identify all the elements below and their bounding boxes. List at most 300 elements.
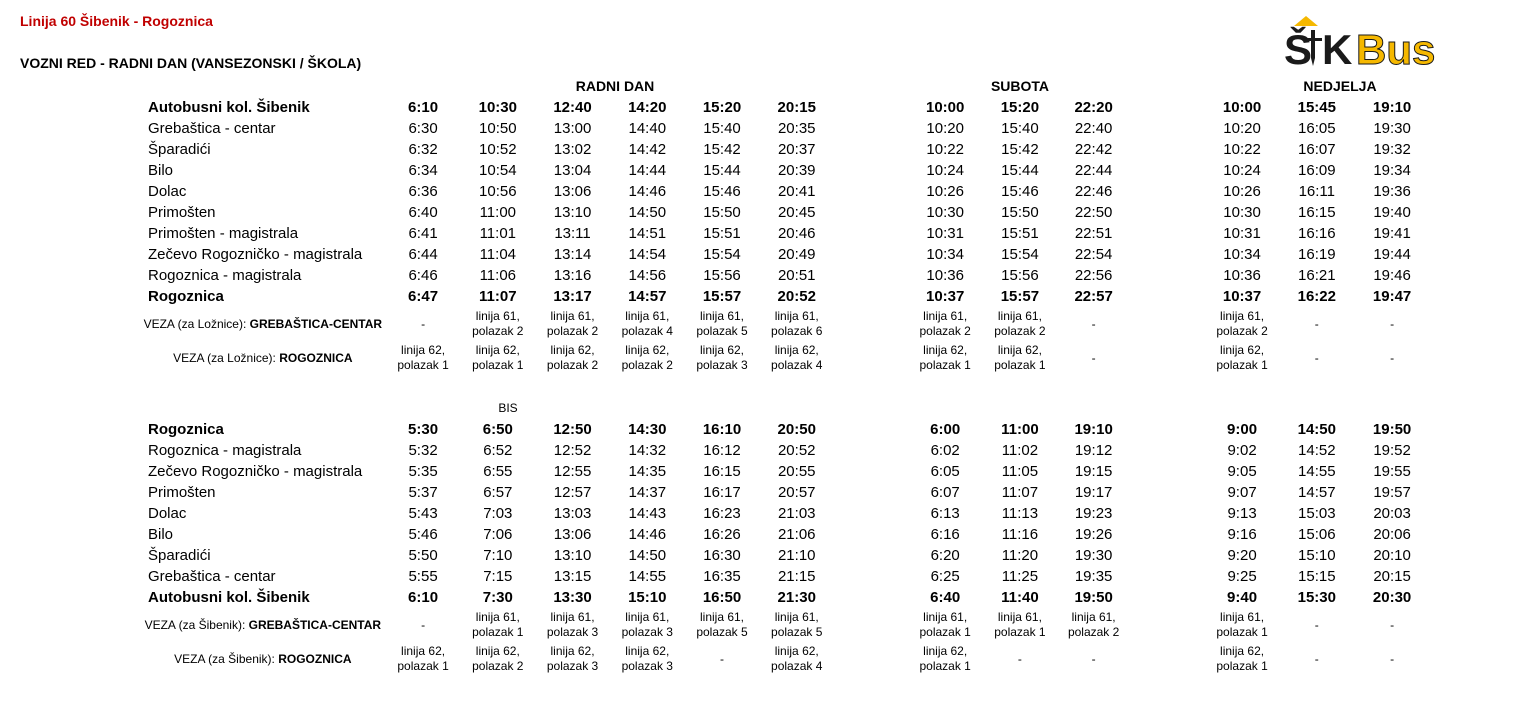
departure-time: 21:03	[777, 505, 816, 522]
bis-note: BIS	[498, 401, 518, 415]
departure-time: 20:52	[777, 288, 816, 305]
connection-line: linija 61,	[997, 309, 1042, 323]
departure-time: 16:12	[703, 442, 741, 459]
connection-line: -	[1091, 316, 1096, 331]
connection-departure: polazak 3	[546, 625, 599, 639]
connection-cell	[983, 642, 1058, 676]
spacer-cell	[1130, 419, 1205, 440]
departure-time: 6:16	[930, 526, 960, 543]
connection-cell	[1279, 608, 1354, 642]
spacer-cell	[1130, 545, 1205, 566]
spacer-cell	[1130, 566, 1205, 587]
departure-time: 11:40	[1001, 589, 1039, 606]
departure-time: 12:40	[553, 99, 592, 116]
spacer-cell	[1130, 341, 1205, 375]
connection-departure: polazak 5	[696, 625, 748, 639]
departure-time: 11:20	[1001, 547, 1039, 564]
connection-line: -	[1314, 316, 1319, 331]
connection-departure: polazak 5	[771, 625, 823, 639]
departure-time: 10:26	[1223, 183, 1261, 200]
timetable-row	[140, 244, 1430, 265]
connection-line: -	[1017, 651, 1022, 666]
departure-time: 14:50	[628, 547, 667, 564]
spacer-cell	[1130, 307, 1205, 341]
connection-line: linija 62,	[401, 644, 446, 658]
departure-time: 14:55	[628, 568, 667, 585]
departure-time: 15:46	[703, 183, 741, 200]
connection-line: linija 61,	[1220, 309, 1265, 323]
departure-time: 11:00	[479, 204, 517, 221]
spacer-cell	[1130, 286, 1205, 307]
departure-time: 16:22	[1297, 288, 1336, 305]
connection-place: GREBAŠTICA-CENTAR	[249, 316, 383, 331]
departure-time: 19:41	[1373, 225, 1411, 242]
departure-time: 13:30	[553, 589, 592, 606]
connection-departure: polazak 1	[472, 625, 524, 639]
departure-time: 14:37	[628, 484, 667, 501]
spacer-cell	[1130, 482, 1205, 503]
departure-time: 16:30	[703, 547, 741, 564]
stop-name: Zečevo Rogozničko - magistrala	[148, 463, 363, 480]
stop-name: Rogoznica	[148, 421, 224, 438]
departure-time: 19:12	[1074, 442, 1113, 459]
connection-line: linija 62,	[550, 644, 595, 658]
departure-time: 19:40	[1373, 204, 1411, 221]
departure-time: 9:13	[1227, 505, 1257, 522]
departure-time: 12:50	[553, 421, 592, 438]
departure-time: 11:13	[1001, 505, 1039, 522]
connection-line: -	[1390, 316, 1395, 331]
departure-time: 9:05	[1227, 463, 1257, 480]
departure-time: 13:06	[553, 183, 592, 200]
departure-time: 22:42	[1074, 141, 1113, 158]
departure-time: 16:15	[703, 463, 741, 480]
spacer-cell	[1130, 160, 1205, 181]
connection-line: linija 62,	[699, 343, 745, 357]
connection-cell	[1279, 341, 1354, 375]
page-title: Linija 60 Šibenik - Rogoznica	[20, 13, 213, 29]
group-header-nedjelja: NEDJELJA	[1303, 78, 1377, 94]
timetable-row	[140, 118, 1430, 139]
departure-time: 10:50	[479, 120, 517, 137]
connection-line: -	[1314, 651, 1319, 666]
connection-departure: polazak 6	[771, 324, 823, 338]
connection-cell	[610, 608, 685, 642]
timetable-row	[140, 223, 1430, 244]
spacer-cell	[834, 587, 908, 608]
connection-departure: polazak 4	[771, 659, 823, 673]
departure-time: 20:52	[777, 442, 816, 459]
departure-time: 10:30	[926, 204, 964, 221]
connection-departure: polazak 1	[1216, 625, 1268, 639]
timetable-row	[140, 587, 1430, 608]
departure-time: 20:50	[777, 421, 816, 438]
departure-time: 19:50	[1372, 421, 1412, 438]
departure-time: 6:50	[482, 421, 513, 438]
departure-time: 10:54	[479, 162, 517, 179]
connection-line: linija 62,	[401, 343, 446, 357]
spacer-cell	[834, 461, 908, 482]
departure-time: 5:55	[408, 568, 438, 585]
spacer-cell	[1130, 587, 1205, 608]
departure-time: 21:30	[777, 589, 816, 606]
departure-time: 14:42	[628, 141, 667, 158]
departure-time: 13:06	[553, 526, 592, 543]
connection-departure: polazak 1	[472, 358, 524, 372]
departure-time: 19:26	[1074, 526, 1113, 543]
departure-time: 16:11	[1298, 183, 1336, 200]
connection-line: linija 61,	[475, 610, 520, 624]
departure-time: 6:36	[408, 183, 438, 200]
departure-time: 10:00	[925, 99, 965, 116]
departure-time: 14:44	[628, 162, 667, 179]
departure-time: 10:52	[479, 141, 517, 158]
connection-line: linija 61,	[475, 309, 520, 323]
connection-line: linija 61,	[923, 309, 968, 323]
departure-time: 7:03	[483, 505, 513, 522]
spacer-cell	[834, 440, 908, 461]
departure-time: 9:07	[1227, 484, 1257, 501]
departure-time: 15:57	[702, 288, 742, 305]
connection-cell	[685, 341, 760, 375]
spacer-cell	[834, 160, 908, 181]
connection-line: linija 62,	[923, 644, 968, 658]
spacer-cell	[834, 97, 908, 118]
departure-time: 22:56	[1074, 267, 1113, 284]
connection-row	[140, 608, 1430, 642]
connection-line: -	[1091, 651, 1096, 666]
departure-time: 14:56	[628, 267, 667, 284]
connection-cell	[759, 307, 834, 341]
spacer-cell	[1130, 461, 1205, 482]
departure-time: 6:20	[930, 547, 960, 564]
spacer-cell	[834, 503, 908, 524]
departure-time: 20:15	[1373, 568, 1411, 585]
connection-departure: polazak 2	[919, 324, 971, 338]
departure-time: 15:42	[703, 141, 741, 158]
spacer-cell	[834, 265, 908, 286]
stop-name: Bilo	[148, 162, 174, 179]
connection-line: -	[1390, 651, 1395, 666]
departure-time: 6:02	[930, 442, 960, 459]
timetable-row	[140, 566, 1430, 587]
departure-time: 22:40	[1074, 120, 1113, 137]
connection-departure: polazak 1	[397, 358, 449, 372]
departure-time: 10:00	[1222, 99, 1262, 116]
timetable-row	[140, 181, 1430, 202]
departure-time: 15:54	[1001, 246, 1039, 263]
departure-time: 10:26	[926, 183, 964, 200]
departure-time: 11:07	[479, 288, 517, 305]
connection-cell	[685, 608, 760, 642]
departure-time: 19:35	[1074, 568, 1113, 585]
departure-time: 14:43	[628, 505, 667, 522]
connection-cell	[460, 642, 535, 676]
connection-cell	[460, 341, 535, 375]
stop-name: Rogoznica - magistrala	[148, 267, 302, 284]
connection-label	[140, 642, 386, 676]
departure-time: 6:55	[483, 463, 513, 480]
departure-time: 10:31	[1223, 225, 1261, 242]
timetable-row	[140, 482, 1430, 503]
departure-time: 21:10	[777, 547, 816, 564]
connection-cell	[1205, 608, 1280, 642]
connection-departure: polazak 3	[621, 625, 673, 639]
departure-time: 16:15	[1298, 204, 1336, 221]
spacer-cell	[1130, 503, 1205, 524]
spacer-cell	[1130, 118, 1205, 139]
departure-time: 15:20	[702, 99, 742, 116]
spacer-cell	[1130, 244, 1205, 265]
departure-time: 19:34	[1373, 162, 1411, 179]
departure-time: 9:20	[1227, 547, 1257, 564]
departure-time: 11:06	[479, 267, 517, 284]
connection-line: linija 62,	[475, 343, 520, 357]
sikbus-logo	[1284, 14, 1490, 70]
connection-cell	[908, 642, 983, 676]
departure-time: 10:31	[926, 225, 964, 242]
departure-time: 6:10	[408, 589, 439, 606]
stop-name: Rogoznica - magistrala	[148, 442, 302, 459]
stop-name: Bilo	[148, 526, 174, 543]
departure-time: 11:07	[1001, 484, 1039, 501]
connection-line: linija 61,	[699, 610, 745, 624]
departure-time: 19:52	[1373, 442, 1411, 459]
departure-time: 21:06	[777, 526, 816, 543]
connection-line: linija 61,	[699, 309, 745, 323]
departure-time: 6:52	[483, 442, 513, 459]
departure-time: 15:42	[1001, 141, 1039, 158]
departure-time: 13:11	[554, 225, 591, 242]
departure-time: 5:46	[408, 526, 438, 543]
spacer-cell	[1130, 265, 1205, 286]
departure-time: 16:10	[702, 421, 742, 438]
departure-time: 14:20	[628, 99, 667, 116]
departure-time: 15:57	[1000, 288, 1040, 305]
connection-line: -	[1390, 350, 1395, 365]
departure-time: 10:22	[926, 141, 964, 158]
connection-line: -	[1314, 350, 1319, 365]
connection-line: linija 61,	[923, 610, 968, 624]
departure-time: 12:57	[553, 484, 592, 501]
connection-line: linija 62,	[550, 343, 595, 357]
stop-name: Dolac	[148, 505, 187, 522]
departure-time: 5:32	[408, 442, 438, 459]
departure-time: 16:16	[1298, 225, 1336, 242]
timetable-row	[140, 440, 1430, 461]
spacer-cell	[834, 286, 908, 307]
departure-time: 6:05	[930, 463, 960, 480]
timetable-row	[140, 545, 1430, 566]
departure-time: 10:20	[926, 120, 964, 137]
connection-place: GREBAŠTICA-CENTAR	[248, 617, 382, 632]
departure-time: 11:04	[479, 246, 517, 263]
connection-cell	[759, 341, 834, 375]
stop-name: Rogoznica	[148, 288, 224, 305]
departure-time: 15:44	[1001, 162, 1039, 179]
connection-cell	[610, 307, 685, 341]
departure-time: 11:02	[1001, 442, 1039, 459]
departure-time: 20:49	[777, 246, 816, 263]
connection-line: linija 61,	[625, 610, 670, 624]
departure-time: 11:25	[1001, 568, 1039, 585]
departure-time: 12:55	[553, 463, 592, 480]
connection-cell	[759, 608, 834, 642]
departure-time: 14:54	[628, 246, 667, 263]
connection-departure: polazak 1	[919, 625, 971, 639]
departure-time: 6:13	[930, 505, 960, 522]
departure-time: 19:10	[1074, 421, 1113, 438]
connection-cell	[386, 608, 461, 642]
departure-time: 10:30	[478, 99, 517, 116]
connection-cell	[1279, 307, 1354, 341]
departure-time: 6:07	[930, 484, 960, 501]
spacer-cell	[834, 139, 908, 160]
connection-cell	[685, 307, 760, 341]
departure-time: 13:03	[553, 505, 592, 522]
connection-cell	[685, 642, 760, 676]
departure-time: 20:37	[777, 141, 816, 158]
departure-time: 6:32	[408, 141, 438, 158]
departure-time: 11:00	[1001, 421, 1039, 438]
departure-time: 15:30	[1297, 589, 1336, 606]
departure-time: 9:25	[1227, 568, 1257, 585]
spacer-cell	[1130, 440, 1205, 461]
timetable-outbound	[140, 97, 1430, 375]
departure-time: 10:24	[926, 162, 964, 179]
connection-cell	[460, 608, 535, 642]
connection-line: -	[1314, 617, 1319, 632]
departure-time: 14:57	[1298, 484, 1336, 501]
timetable-return	[140, 419, 1430, 676]
spacer-cell	[834, 419, 908, 440]
timetable-row	[140, 286, 1430, 307]
connection-line: linija 61,	[997, 610, 1042, 624]
departure-time: 16:07	[1298, 141, 1336, 158]
connection-line: linija 61,	[1220, 610, 1265, 624]
departure-time: 13:14	[553, 246, 592, 263]
departure-time: 22:46	[1074, 183, 1113, 200]
departure-time: 15:50	[703, 204, 741, 221]
departure-time: 13:15	[553, 568, 592, 585]
departure-time: 20:41	[777, 183, 816, 200]
stop-name: Autobusni kol. Šibenik	[148, 589, 310, 606]
departure-time: 14:57	[628, 288, 667, 305]
departure-time: 13:02	[553, 141, 592, 158]
connection-line: linija 62,	[625, 644, 670, 658]
departure-time: 11:16	[1001, 526, 1039, 543]
connection-prefix: VEZA (za Šibenik):	[174, 651, 279, 666]
departure-time: 14:50	[1297, 421, 1336, 438]
spacer-cell	[834, 244, 908, 265]
departure-time: 6:30	[408, 120, 438, 137]
departure-time: 11:01	[479, 225, 517, 242]
spacer-cell	[834, 545, 908, 566]
timetable-row	[140, 160, 1430, 181]
departure-time: 10:34	[926, 246, 964, 263]
departure-time: 7:15	[483, 568, 513, 585]
departure-time: 19:10	[1372, 99, 1412, 116]
departure-time: 20:06	[1373, 526, 1411, 543]
spacer-cell	[834, 566, 908, 587]
connection-prefix: VEZA (za Ložnice):	[173, 350, 280, 365]
timetable-row	[140, 461, 1430, 482]
departure-time: 19:36	[1373, 183, 1411, 200]
connection-departure: polazak 2	[994, 324, 1046, 338]
departure-time: 20:57	[777, 484, 816, 501]
departure-time: 15:10	[628, 589, 667, 606]
departure-time: 19:15	[1074, 463, 1113, 480]
connection-cell	[1354, 341, 1430, 375]
connection-cell	[908, 341, 983, 375]
connection-departure: polazak 3	[621, 659, 673, 673]
spacer-cell	[834, 307, 908, 341]
connection-line: -	[1390, 617, 1395, 632]
timetable-row	[140, 419, 1430, 440]
connection-departure: polazak 1	[1216, 659, 1268, 673]
connection-cell	[610, 642, 685, 676]
connection-cell	[386, 307, 461, 341]
connection-line: linija 61,	[774, 610, 819, 624]
connection-row	[140, 341, 1430, 375]
departure-time: 20:55	[777, 463, 816, 480]
connection-line: -	[421, 617, 426, 632]
connection-cell	[535, 642, 610, 676]
departure-time: 6:40	[408, 204, 438, 221]
connection-line: linija 62,	[475, 644, 520, 658]
connection-departure: polazak 3	[696, 358, 748, 372]
timetable-row	[140, 139, 1430, 160]
departure-time: 13:00	[553, 120, 592, 137]
departure-time: 16:09	[1298, 162, 1336, 179]
schedule-subtitle: VOZNI RED - RADNI DAN (VANSEZONSKI / ŠKOLA)	[20, 55, 362, 71]
spacer-cell	[834, 341, 908, 375]
departure-time: 14:55	[1298, 463, 1336, 480]
connection-line: linija 61,	[550, 309, 595, 323]
connection-cell	[1057, 608, 1130, 642]
departure-time: 9:16	[1227, 526, 1257, 543]
connection-cell	[1205, 341, 1280, 375]
stop-name: Primošten	[148, 484, 216, 501]
spacer-cell	[1130, 223, 1205, 244]
departure-time: 16:19	[1298, 246, 1336, 263]
departure-time: 14:50	[628, 204, 667, 221]
connection-cell	[1057, 642, 1130, 676]
departure-time: 20:03	[1373, 505, 1411, 522]
departure-time: 20:45	[777, 204, 816, 221]
connection-line: linija 62,	[625, 343, 670, 357]
departure-time: 5:50	[408, 547, 438, 564]
departure-time: 19:17	[1074, 484, 1113, 501]
departure-time: 19:57	[1373, 484, 1411, 501]
connection-departure: polazak 1	[919, 659, 971, 673]
connection-line: linija 61,	[1071, 610, 1116, 624]
departure-time: 15:20	[1000, 99, 1040, 116]
departure-time: 5:30	[408, 421, 439, 438]
departure-time: 19:32	[1373, 141, 1411, 158]
connection-departure: polazak 4	[621, 324, 673, 338]
departure-time: 15:56	[1001, 267, 1039, 284]
connection-prefix: VEZA (za Ložnice):	[143, 316, 250, 331]
connection-cell	[386, 341, 461, 375]
spacer-cell	[834, 118, 908, 139]
departure-time: 11:05	[1001, 463, 1039, 480]
departure-time: 20:46	[777, 225, 816, 242]
connection-place: ROGOZNICA	[278, 651, 352, 666]
connection-line: linija 62,	[997, 343, 1042, 357]
departure-time: 13:10	[553, 547, 592, 564]
departure-time: 16:23	[703, 505, 741, 522]
